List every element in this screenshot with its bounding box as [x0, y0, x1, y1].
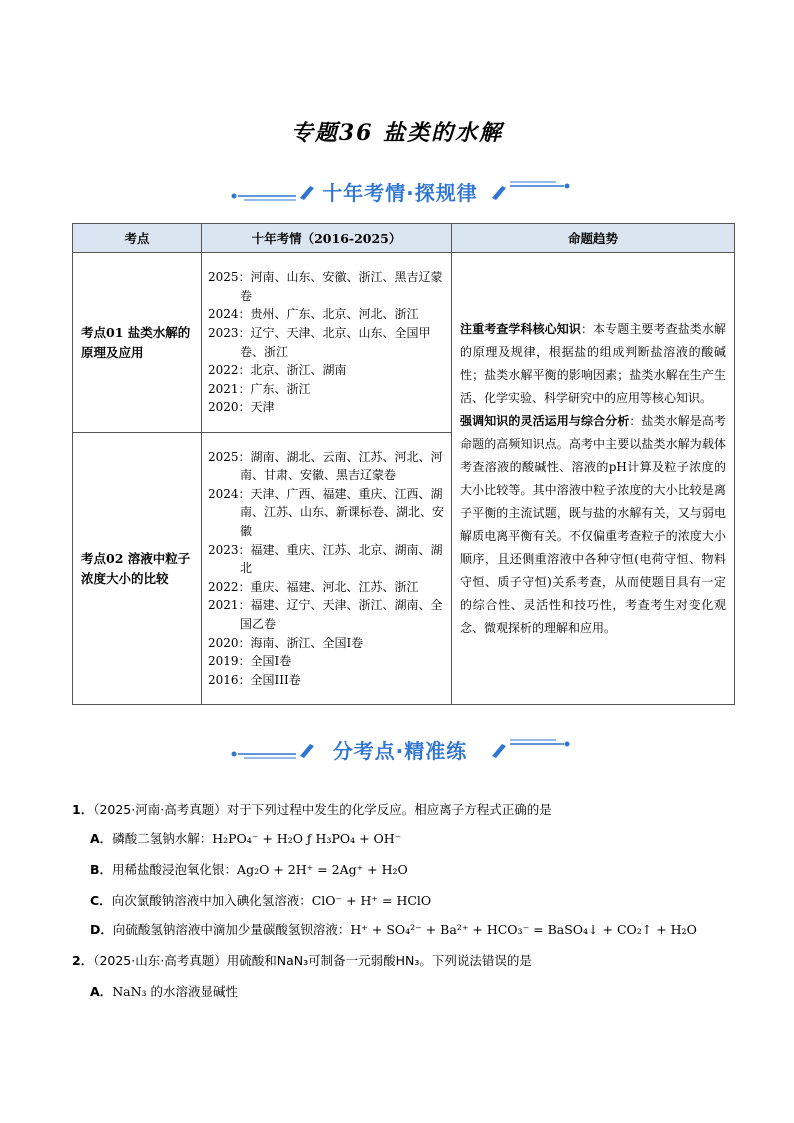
option-1a[interactable] [90, 829, 401, 847]
question-source: （2025·河南·高考真题） [93, 802, 227, 817]
option-1c[interactable] [90, 891, 431, 909]
exam-analysis-table [72, 223, 735, 705]
year-entry: 2021：广东、浙江 [208, 381, 311, 396]
option-2a[interactable] [90, 982, 238, 1000]
year-entry: 2020：天津 [208, 400, 275, 415]
option-equation: NaN₃ 的水溶液显碱性 [112, 984, 238, 999]
option-label: A． [90, 984, 113, 999]
year-entry: 2024：天津、广西、福建、重庆、江西、湖南、江苏、山东、新课标卷、湖北、安徽 [208, 486, 445, 539]
years-list-1 [202, 253, 452, 433]
option-text: 向次氯酸钠溶液中加入碘化氢溶液： [111, 893, 312, 908]
section-banner-practice [230, 732, 570, 762]
question-source: （2025·山东·高考真题） [93, 953, 227, 968]
header-point: 考点 [73, 224, 202, 253]
option-1b[interactable] [90, 860, 408, 878]
year-entry: 2020：海南、浙江、全国Ⅰ卷 [208, 635, 364, 650]
years-list-2 [202, 433, 452, 705]
option-text: 用稀盐酸浸泡氧化银： [112, 862, 238, 877]
exam-point-1: 考点01 盐类水解的原理及应用 [73, 253, 202, 433]
trend-cell [452, 253, 735, 705]
year-entry: 2019：全国Ⅰ卷 [208, 654, 292, 669]
question-number: 1． [72, 802, 94, 817]
table-row [73, 253, 735, 433]
option-label: C． [90, 893, 112, 908]
option-label: D． [90, 922, 113, 937]
option-label: A． [90, 831, 113, 846]
trend-heading-1: 注重考查学科核心知识 [460, 321, 581, 336]
year-entry: 2024：贵州、广东、北京、河北、浙江 [208, 307, 419, 322]
question-1-stem [72, 800, 552, 818]
exam-point-2: 考点02 溶液中粒子浓度大小的比较 [73, 433, 202, 705]
document-title: 专题36 盐类的水解 [290, 120, 504, 146]
trend-text-2: ：盐类水解是高考命题的高频知识点。高考中主要以盐类水解为载体考查溶液的酸碱性、溶液的pH计算及粒子浓度的大小比较等。其中溶液中粒子浓度的大小比较是离子平衡的主流试题，既与盐的水解有关，又与弱电解质电离平衡有关。不仅偏重考查粒子的浓度大小顺序，且还侧重溶液中各种守恒(电荷守恒、物料守恒、质子守恒)关系考查，从而使题目具有一定的综合性、灵活性和技巧性，考查考生对变化观念、微观探析的理解和应用。 [460, 413, 726, 635]
header-years: 十年考情（2016-2025） [202, 224, 452, 253]
year-entry: 2022：北京、浙江、湖南 [208, 363, 347, 378]
option-text: 磷酸二氢钠水解： [112, 831, 213, 846]
option-equation: Ag₂O + 2H⁺ = 2Ag⁺ + H₂O [237, 862, 408, 877]
option-1d[interactable] [90, 920, 697, 938]
banner-title: 十年考情·探规律 [322, 181, 478, 205]
year-entry: 2016：全国III卷 [208, 672, 301, 687]
year-entry: 2023：福建、重庆、江苏、北京、湖南、湖北 [208, 542, 443, 576]
option-text: 向硫酸氢钠溶液中滴加少量碳酸氢钡溶液： [112, 922, 351, 937]
option-label: B． [90, 862, 113, 877]
year-entry: 2023：辽宁、天津、北京、山东、全国甲卷、浙江 [208, 325, 431, 359]
section-banner-trends [230, 174, 570, 204]
header-trend: 命题趋势 [452, 224, 735, 253]
question-text: 用硫酸和NaN₃可制备一元弱酸HN₃。下列说法错误的是 [226, 953, 532, 968]
table-header-row [73, 224, 735, 253]
question-2-stem [72, 951, 532, 969]
option-equation: ClO⁻ + H⁺ = HClO [311, 893, 432, 908]
question-number: 2． [72, 953, 94, 968]
option-equation: H₂PO₄⁻ + H₂O ƒ H₃PO₄ + OH⁻ [212, 831, 402, 846]
year-entry: 2022：重庆、福建、河北、江苏、浙江 [208, 579, 419, 594]
trend-heading-2: 强调知识的灵活运用与综合分析 [460, 413, 630, 428]
trend-text-1: ：本专题主要考查盐类水解的原理及规律，根据盐的组成判断盐溶液的酸碱性；盐类水解平衡的影响因素；盐类水解在生产生活、化学实验、科学研究中的应用等核心知识。 [460, 321, 726, 405]
year-entry: 2025：湖南、湖北、云南、江苏、河北、河南、甘肃、安徽、黑吉辽蒙卷 [208, 449, 443, 483]
banner-title: 分考点·精准练 [332, 739, 468, 763]
year-entry: 2025：河南、山东、安徽、浙江、黑吉辽蒙卷 [208, 270, 443, 303]
year-entry: 2021：福建、辽宁、天津、浙江、湖南、全国乙卷 [208, 598, 443, 631]
option-equation: H⁺ + SO₄²⁻ + Ba²⁺ + HCO₃⁻ = BaSO₄↓ + CO₂↑ + H₂O [350, 922, 697, 937]
question-text: 对于下列过程中发生的化学反应。相应离子方程式正确的是 [226, 802, 552, 817]
